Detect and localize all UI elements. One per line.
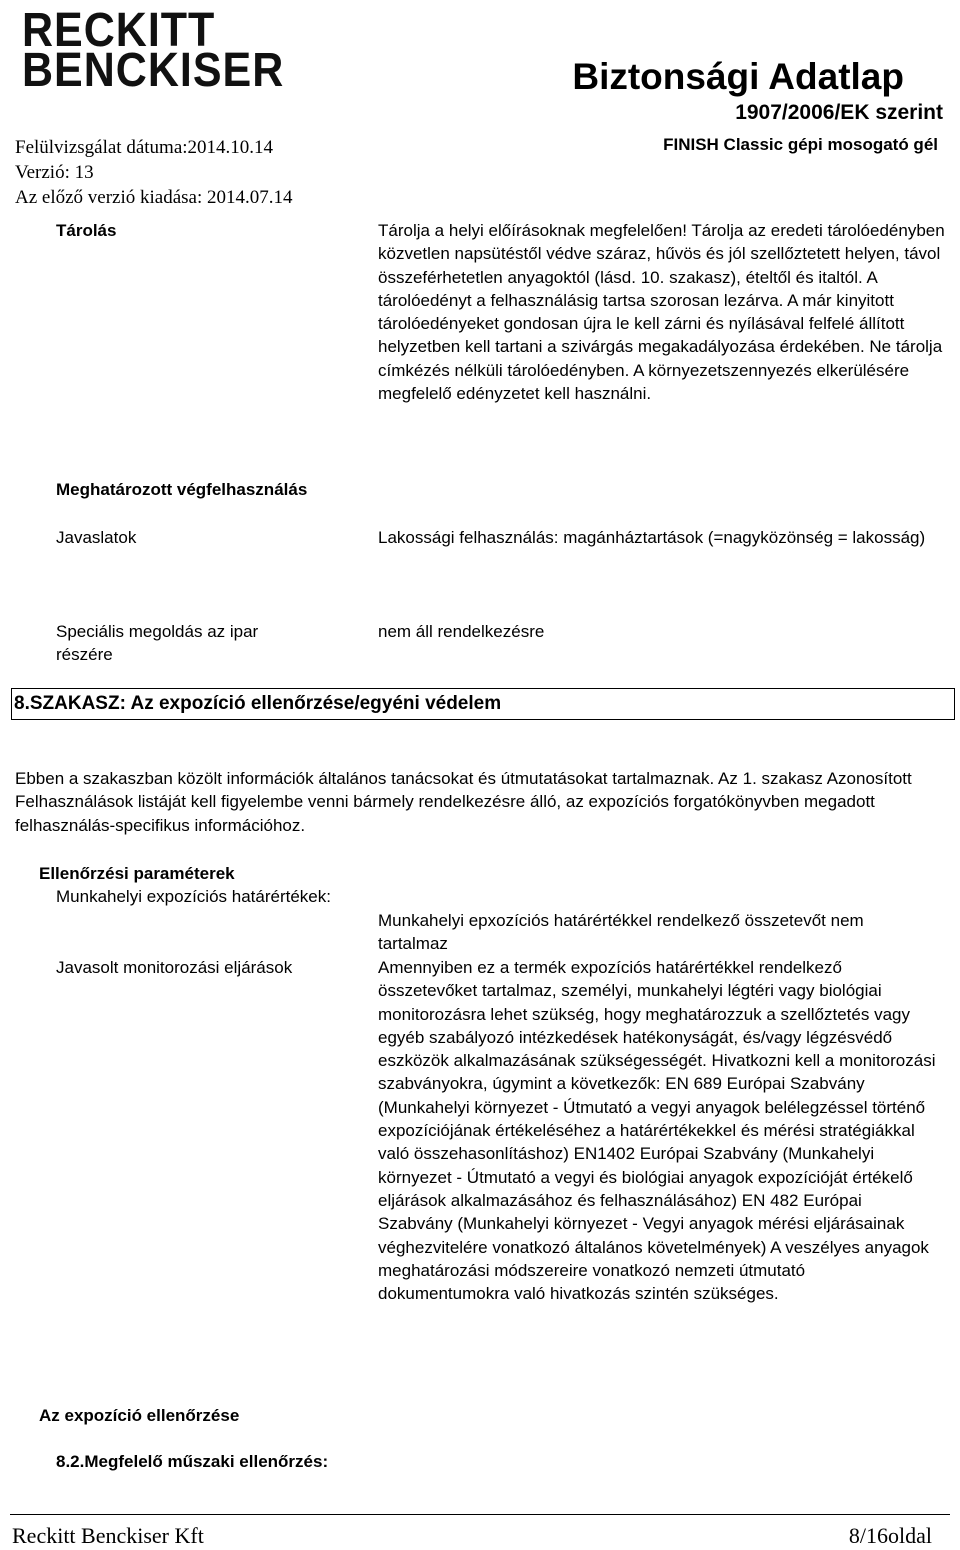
technical-controls-heading: 8.2.Megfelelő műszaki ellenőrzés: — [56, 1452, 329, 1471]
footer-company: Reckitt Benckiser Kft — [12, 1523, 204, 1548]
recommendations-label: Javaslatok — [56, 528, 137, 547]
storage-label: Tárolás — [56, 221, 117, 240]
industry-label: Speciális megoldás az ipar részére — [56, 622, 259, 665]
logo-line-1: RECKITT — [22, 3, 216, 58]
document-title: Biztonsági Adatlap — [572, 56, 904, 97]
recommendations-value: Lakossági felhasználás: magánháztartások (=nagyközönség = lakosság) — [378, 528, 926, 547]
logo-line-2: BENCKISER — [22, 43, 285, 98]
exposure-control-heading: Az expozíció ellenőrzése — [39, 1406, 240, 1425]
regulation-subtitle: 1907/2006/EK szerint — [735, 101, 943, 124]
industry-value: nem áll rendelkezésre — [378, 622, 545, 641]
workplace-limits-label: Munkahelyi expozíciós határértékek: — [56, 887, 331, 906]
monitoring-value: Amennyiben ez a termék expozíciós határértékkel rendelkező összetevőket tartalmaz, személyi, munkahelyi légtéri vagy biológiai monitorozásra lehet szükség, hogy meghatározzuk a szellőztetés vagy egyéb szabályozó intézkedések hatékonyságát, és/vagy légzésvédő eszközök alkalmazásának szükségességét. Hivatkozni kell a monitorozási szabványokra, úgymint a következők: EN 689 Európai Szabvány (Munkahelyi környezet - Útmutató a vegyi anyagok belélegzéssel történő expozíciójának értékeléséhez a határértékekkel és mérési stratégiákkal való összehasonlításhoz) EN1402 Európai Szabvány (Munkahelyi környezet - Útmutató a vegyi és biológiai anyagok expozícióját értékelő eljárások alkalmazásához és felhasználásához) EN 482 Európai Szabvány (Munkahelyi környezet - Vegyi anyagok mérési eljárásainak véghezvitelére vonatkozó általános követelmények) A veszélyes anyagok meghatározási módszereire vonatkozó nemzeti útmutató dokumentumokra való hivatkozás szintén szükséges. — [378, 958, 936, 1304]
section-8-header — [11, 688, 955, 720]
end-use-heading: Meghatározott végfelhasználás — [56, 480, 308, 499]
product-name: FINISH Classic gépi mosogató gél — [663, 135, 938, 154]
footer-divider — [10, 1514, 950, 1515]
company-logo — [22, 3, 285, 98]
section-8-intro: Ebben a szakaszban közölt információk általános tanácsokat és útmutatásokat tartalmaznak. Az 1. szakasz Azonosított Felhasználások listáját kell figyelembe venni bármely rendelkezésre álló, az expozíciós forgatókönyvben megadott felhasználás-specifikus információhoz. — [15, 769, 912, 835]
previous-version: Az előző verzió kiadása: 2014.07.14 — [15, 187, 293, 208]
page-number: 8/16oldal — [848, 1523, 932, 1548]
workplace-limits-value: Munkahelyi epxozíciós határértékkel rendelkező összetevőt nem tartalmaz — [378, 911, 864, 954]
section-8-title: 8.SZAKASZ: Az expozíció ellenőrzése/egyéni védelem — [14, 693, 502, 714]
monitoring-label: Javasolt monitorozási eljárások — [56, 958, 293, 977]
version: Verzió: 13 — [15, 162, 94, 183]
revision-date: Felülvizsgálat dátuma:2014.10.14 — [15, 137, 274, 158]
control-parameters-heading: Ellenőrzési paraméterek — [39, 864, 235, 883]
storage-text: Tárolja a helyi előírásoknak megfelelően! Tárolja az eredeti tárolóedényben közvetlen napsütéstől védve száraz, hűvös és jól szellőztetett helyen, távol összeférhetetlen anyagoktól (lásd. 10. szakasz), ételtől és italtól. A tárolóedényt a felhasználásig tartsa szorosan lezárva. A már kinyitott tárolóedényeket gondosan újra le kell zárni és nyílásával felfelé állított helyzetben kell tartani a szivárgás megakadályozása érdekében. Ne tárolja címkézés nélküli tárolóedényben. A környezetszennyezés elkerülésére megfelelő edényzetet kell használni. — [378, 221, 945, 404]
